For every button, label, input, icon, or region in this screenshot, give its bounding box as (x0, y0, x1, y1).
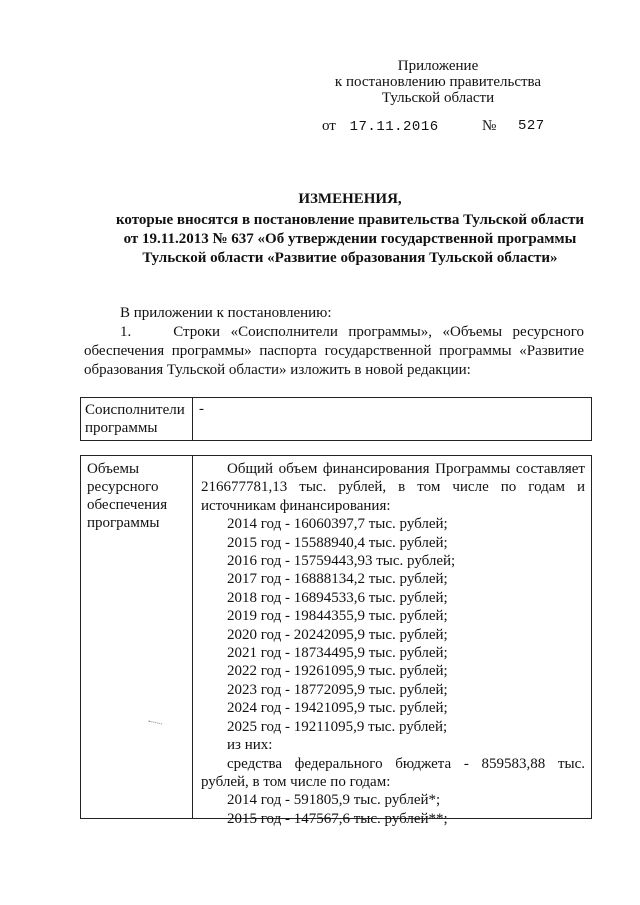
paragraph-text: Строки «Соисполнители программы», «Объемы ресурсного обеспечения программы» паспорта государственной программы «Развитие образования Тульской области» изложить в новой редакции: (84, 324, 585, 378)
resources-label: Объемы ресурсного обеспечения программы (81, 456, 193, 818)
coexecutors-value: - (199, 401, 204, 417)
appendix-line-3: Тульской области (381, 90, 495, 106)
appendix-line-1: Приложение (397, 58, 479, 74)
year-row: 2021 год - 18734495,9 тыс. рублей; (227, 645, 448, 662)
intro-paragraph-2 (84, 323, 584, 380)
year-row: 2022 год - 19261095,9 тыс. рублей; (227, 663, 448, 680)
year-row: 2025 год - 19211095,9 тыс. рублей; (227, 718, 448, 735)
year-row: 2016 год - 15759443,93 тыс. рублей; (227, 553, 456, 570)
from-label: от (322, 118, 336, 134)
title-line-4: Тульской области «Развитие образования Тульской области» (142, 250, 558, 266)
resources-content (193, 456, 591, 827)
title-line-1: ИЗМЕНЕНИЯ, (298, 191, 402, 207)
appendix-line-2: к постановлению правительства (334, 74, 542, 90)
year-row: 2023 год - 18772095,9 тыс. рублей; (227, 681, 448, 698)
year-row: 2014 год - 16060397,7 тыс. рублей; (227, 516, 448, 533)
year-row: 2019 год - 19844355,9 тыс. рублей; (227, 608, 448, 625)
federal-year-row: 2015 год - 147567,6 тыс. рублей**; (227, 810, 448, 827)
year-row: 2017 год - 16888134,2 тыс. рублей; (227, 571, 448, 588)
year-row: 2015 год - 15588940,4 тыс. рублей; (227, 534, 448, 551)
year-row: 2020 год - 20242095,9 тыс. рублей; (227, 626, 448, 643)
decree-number: 527 (518, 118, 545, 134)
document-title (60, 190, 640, 268)
decree-date: 17.11.2016 (349, 119, 439, 135)
coexecutors-label: Соисполнители программы (81, 398, 193, 440)
intro-text (84, 304, 584, 380)
title-line-3: от 19.11.2013 № 637 «Об утверждении государственной программы (123, 231, 577, 247)
federal-year-row: 2014 год - 591805,9 тыс. рублей*; (227, 792, 441, 809)
dateline (322, 118, 545, 135)
of-them-label: из них: (227, 737, 273, 754)
resources-table (80, 455, 592, 827)
total-funding: Общий объем финансирования Программы составляет 216677781,13 тыс. рублей, в том числе по годам и источникам финансирования: (201, 461, 585, 514)
paragraph-number: 1. (120, 324, 132, 340)
number-label: № (482, 118, 497, 134)
year-row: 2018 год - 16894533,6 тыс. рублей; (227, 589, 448, 606)
year-row: 2024 год - 19421095,9 тыс. рублей; (227, 700, 448, 717)
title-line-2: которые вносятся в постановление правительства Тульской области (115, 212, 585, 228)
appendix-header (318, 58, 558, 106)
coexecutors-table (80, 397, 592, 441)
intro-paragraph-1: В приложении к постановлению: (120, 305, 332, 321)
federal-budget: средства федерального бюджета - 859583,88 тыс. рублей, в том числе по годам: (201, 755, 585, 790)
